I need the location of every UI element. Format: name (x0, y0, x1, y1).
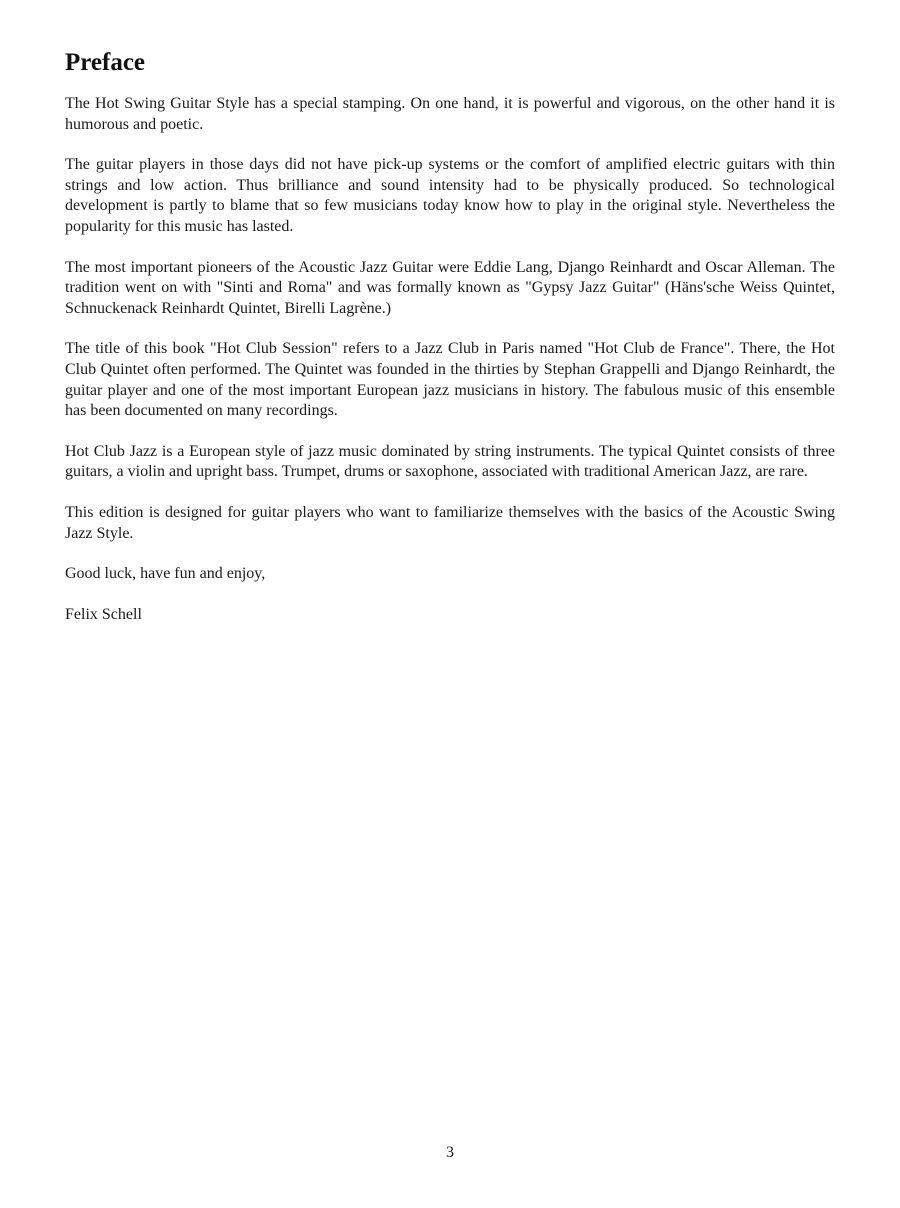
author-signature: Felix Schell (65, 605, 142, 623)
paragraph-intro: The Hot Swing Guitar Style has a special stamping. On one hand, it is powerful and vigorous, on the other hand it is humorous and poetic. (65, 95, 835, 133)
paragraph-book-title: The title of this book "Hot Club Session" refers to a Jazz Club in Paris named "Hot Club de France". There, the Hot Club Quintet often performed. The Quintet was founded in the thirties by Stephan Grappelli and Django Reinhardt, the guitar player and one of the most important European jazz musicians in history. The fabulous music of this ensemble has been documented on many recordings. (65, 340, 835, 420)
page-number: 3 (446, 1144, 454, 1161)
paragraph-closing: Good luck, have fun and enjoy, (65, 565, 266, 583)
page-title: Preface (65, 49, 146, 76)
paragraph-edition: This edition is designed for guitar players who want to familiarize themselves with the basics of the Acoustic Swing Jazz Style. (65, 503, 835, 542)
document-page (65, 46, 835, 645)
paragraph-pioneers: The most important pioneers of the Acoustic Jazz Guitar were Eddie Lang, Django Reinhardt and Oscar Alleman. The tradition went on with "Sinti and Roma" and was formally known as "Gypsy Jazz Guitar" (Häns'sche Weiss Quintet, Schnuckenack Reinhardt Quintet, Birelli Lagrène.) (65, 258, 835, 317)
paragraph-hot-club-jazz: Hot Club Jazz is a European style of jazz music dominated by string instruments. The typical Quintet consists of three guitars, a violin and upright bass. Trumpet, drums or saxophone, associated with traditional American Jazz, are rare. (65, 442, 835, 481)
paragraph-technology: The guitar players in those days did not have pick-up systems or the comfort of amplified electric guitars with thin strings and low action. Thus brilliance and sound intensity had to be physically produced. So technological development is partly to blame that so few musicians today know how to play in the original style. Nevertheless the popularity for this music has lasted. (65, 156, 835, 235)
